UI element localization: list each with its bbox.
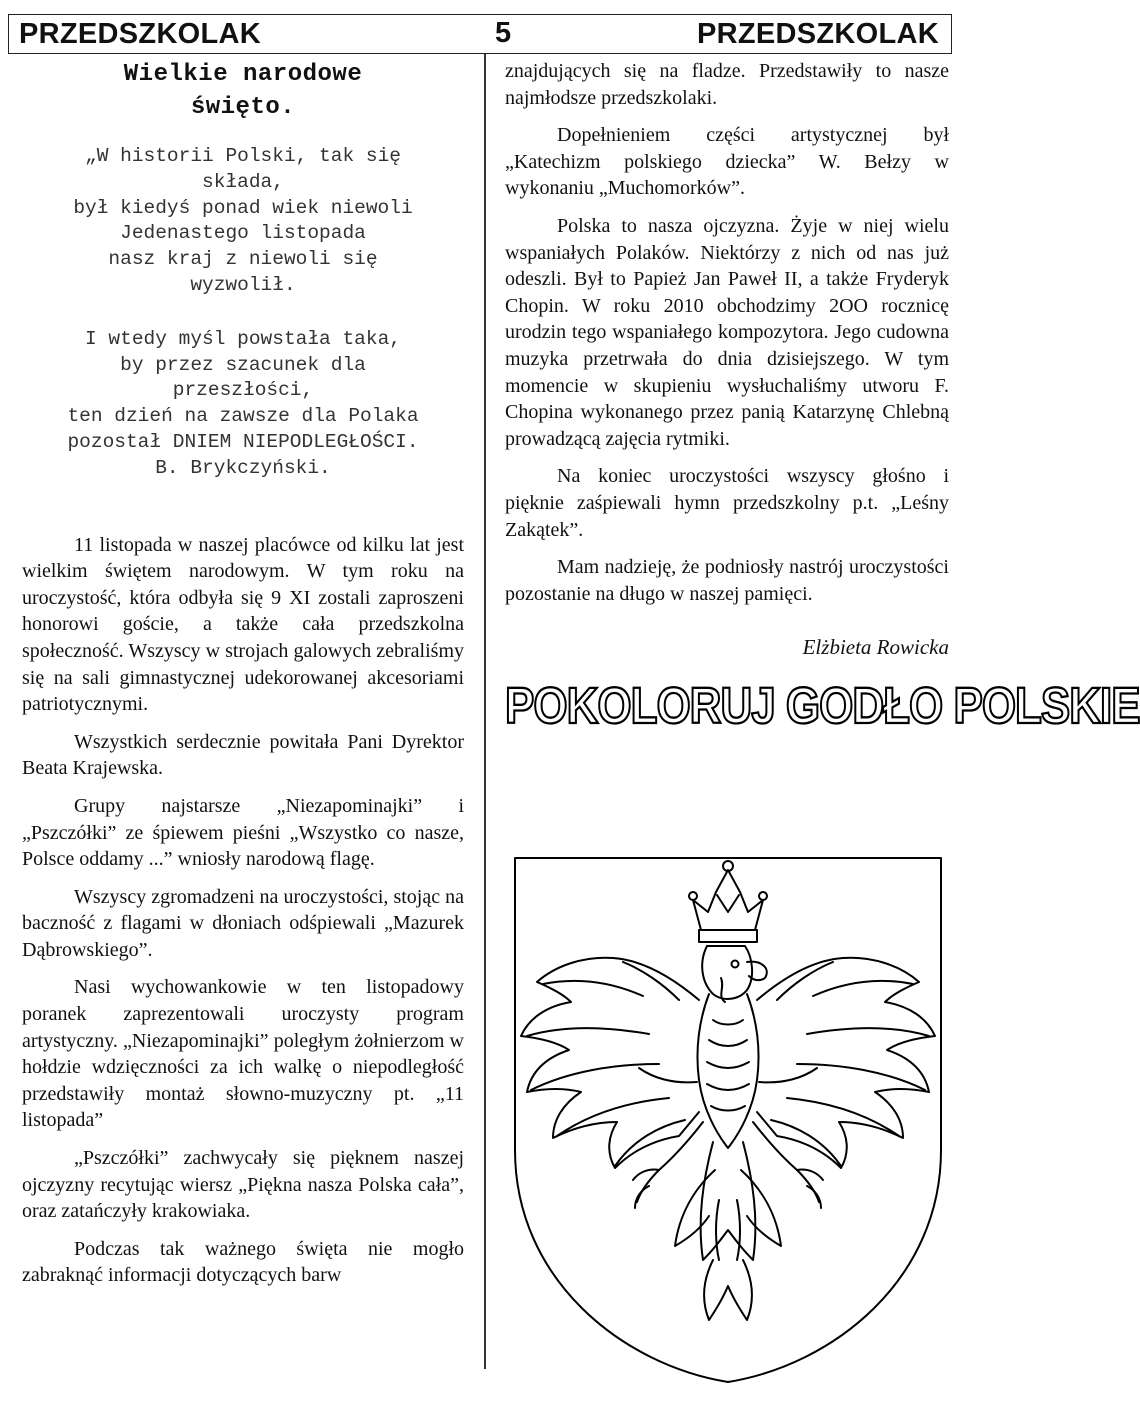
poem-line: „W historii Polski, tak się (85, 145, 401, 167)
article-paragraph: Nasi wychowankowie w ten listopadowy poranek zaprezentowali uroczysty program artystyczny. „Niezapominajki” poległym żołnierzom w hołdzie wdzięczności za ich walkę o niepodległość przedstawiły montaż słowno-muzyczny pt. „11 listopada” (22, 976, 464, 1132)
article-paragraph: Dopełnieniem części artystycznej był „Katechizm polskiego dziecka” W. Bełzy w wykonaniu „Muchomorków”. (505, 124, 949, 200)
article-paragraph: znajdujących się na fladze. Przedstawiły to nasze najmłodsze przedszkolaki. (505, 60, 949, 109)
eagle-tail (675, 1142, 781, 1320)
poem-title (22, 58, 464, 124)
article-paragraph: Grupy najstarsze „Niezapominajki” i „Pszczółki” ze śpiewem pieśni „Wszystko co nasze, Polsce oddamy ...” wniosły narodową flagę. (22, 794, 464, 871)
poem-line: by przez szacunek dla (120, 353, 366, 376)
poem-line: Jedenastego listopada (120, 222, 366, 245)
poem-line: pozostał DNIEM NIEPODLEGŁOŚCI. (67, 430, 419, 453)
page-header (8, 14, 952, 54)
poem (22, 144, 464, 482)
right-wing (757, 958, 935, 1168)
left-column (22, 58, 464, 1289)
poem-title-line: Wielkie narodowe (123, 61, 363, 88)
poem-line: wyzwolił. (190, 273, 296, 296)
poem-author: B. Brykczyński. (155, 456, 331, 479)
poem-line: składa, (202, 170, 284, 193)
crown-icon (689, 861, 767, 942)
article-paragraph: Na koniec uroczystości wszyscy głośno i pięknie zaśpiewali hymn przedszkolny p.t. „Leśny Zakątek”. (505, 465, 949, 541)
header-right-title: PRZEDSZKOLAK (696, 17, 939, 50)
shield-outline (515, 858, 941, 1382)
poem-line: ten dzień na zawsze dla Polaka (67, 405, 419, 428)
article-paragraph: Mam nadzieję, że podniosły nastrój uroczystości pozostanie na długo w naszej pamięci. (505, 556, 949, 605)
article-paragraph: „Pszczółki” zachwycały się pięknem naszej ojczyzny recytując wiersz „Piękna nasza Polska cała”, oraz zatańczyły krakowiaka. (22, 1147, 464, 1223)
article-paragraph: Polska to nasza ojczyzna. Żyje w niej wielu wspaniałych Polaków. Niektórzy z nich od nas już odeszli. Był to Papież Jan Paweł II, a także Fryderyk Chopin. W roku 2010 obchodzimy 2OO rocznicę urodzin tego wspaniałego kompozytora. Jego cudowna muzyka przetrwała do dnia dzisiejszego. W tym momencie w skupieniu wysłuchaliśmy utworu F. Chopina wykonanego przez panią Katarzynę Chlebną prowadzącą zajęcia rytmiki. (505, 214, 949, 450)
right-column (505, 58, 1140, 735)
eagle-legs (633, 1122, 823, 1208)
poem-line: był kiedyś ponad wiek niewoli (73, 196, 413, 219)
page-number: 5 (495, 17, 512, 49)
poem-line: nasz kraj z niewoli się (108, 248, 378, 271)
column-divider (484, 54, 486, 1369)
poem-line: przeszłości, (172, 379, 314, 402)
coloring-title: POKOLORUJ GODŁO POLSKIE (505, 678, 1140, 735)
poem-title-line: święto. (190, 94, 296, 121)
signature: Elżbieta Rowicka (802, 635, 949, 660)
article-paragraph: Wszyscy zgromadzeni na uroczystości, stojąc na baczność z flagami w dłoniach odśpiewali „Mazurek Dąbrowskiego”. (22, 885, 464, 961)
eagle-head (702, 946, 767, 1002)
article-paragraph: Wszystkich serdecznie powitała Pani Dyrektor Beata Krajewska. (22, 730, 464, 780)
article-paragraph: 11 listopada w naszej placówce od kilku lat jest wielkim świętem narodowym. W tym roku na uroczystość, która odbyła się 9 XI zostali zaproszeni honorowi goście, a także cała przedszkolna społeczność. Wszyscy w strojach galowych zebraliśmy się na sali gimnastycznej udekorowanej akcesoriami patriotycznymi. (22, 533, 464, 716)
article-left (22, 532, 464, 1289)
polish-eagle-icon (503, 850, 953, 1390)
stanza-gap (22, 299, 464, 327)
left-wing (521, 958, 699, 1168)
poem-line: I wtedy myśl powstała taka, (85, 327, 401, 350)
article-paragraph: Podczas tak ważnego święta nie mogło zabraknąć informacji dotyczących barw (22, 1237, 464, 1287)
article-right (505, 58, 949, 607)
header-left-title: PRZEDSZKOLAK (19, 17, 262, 50)
